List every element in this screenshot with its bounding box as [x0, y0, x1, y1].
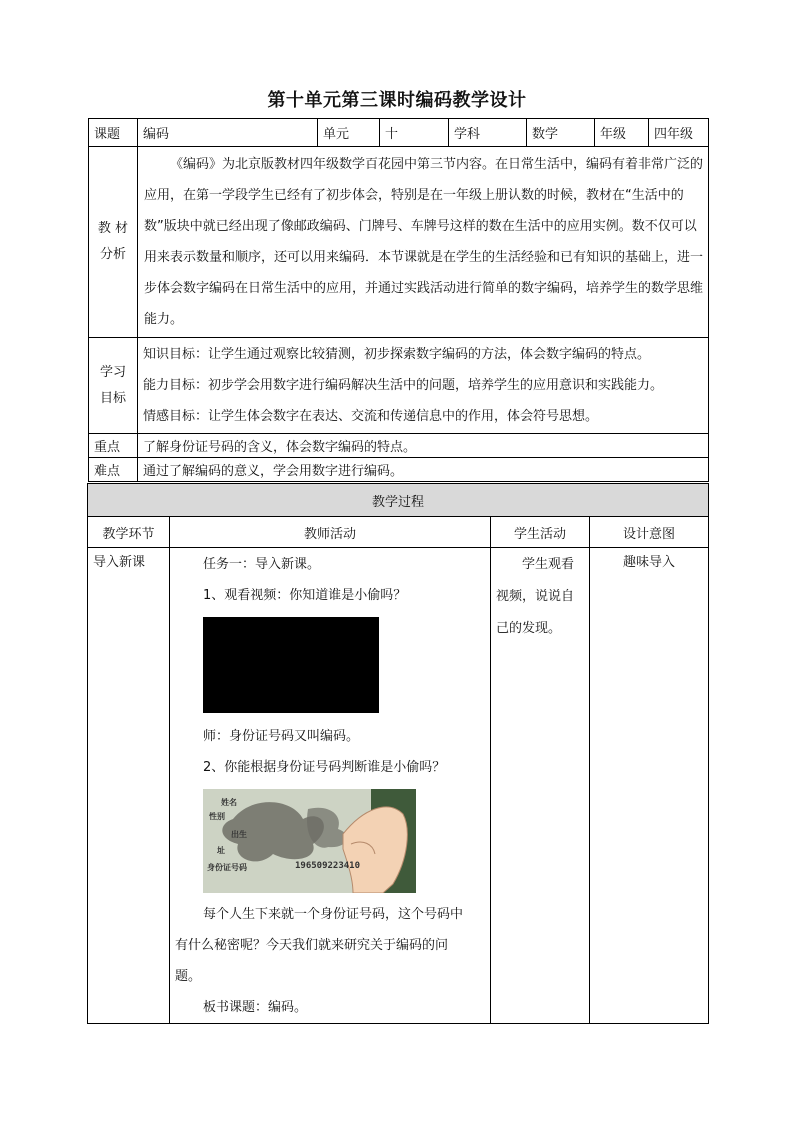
board-title: 板书课题：编码。: [203, 1000, 308, 1015]
process-table: [87, 483, 709, 1024]
paragraph-cont-1: 有什么秘密呢？今天我们就来研究关于编码的问: [175, 938, 449, 953]
id-label-gender: 性别: [209, 812, 225, 821]
id-field-label: 身份证号码: [207, 863, 247, 872]
unit-label: 单元: [318, 119, 380, 147]
question-2: 2、你能根据身份证号码判断谁是小偷吗？: [203, 760, 446, 775]
id-label-birth: 出生: [231, 830, 247, 839]
stage-cell: 导入新课: [88, 548, 170, 1024]
analysis-label: 教 材 分析: [89, 147, 138, 338]
key-point-text: 了解身份证号码的含义，体会数字编码的特点。: [138, 434, 709, 458]
grade-label: 年级: [595, 119, 649, 147]
goal-knowledge: 知识目标：让学生通过观察比较猜测，初步探索数字编码的方法，体会数字编码的特点。: [143, 347, 651, 362]
process-header: 教学过程: [88, 484, 709, 517]
column-student: 学生活动: [491, 517, 590, 548]
paragraph-cont-2: 题。: [175, 969, 202, 984]
teacher-activity: [170, 548, 491, 1024]
difficulty-label: 难点: [89, 458, 138, 482]
teacher-note: 师：身份证号码又叫编码。: [203, 729, 360, 744]
subject-label: 学科: [449, 119, 527, 147]
subject-value: 数学: [527, 119, 595, 147]
analysis-text: 《编码》为北京版教材四年级数学百花园中第三节内容。在日常生活中，编码有着非常广泛的应用，在第一学段学生已经有了初步体会，特别是在一年级上册认数的时候，教材在“生活中的数”版块中就已经出现了像邮政编码、门牌号、车牌号这样的数在生活中的应用实例。数不仅可以用来表示数量和顺序，还可以用来编码．本节课就是在学生的生活经验和已有知识的基础上，进一步体会数字编码在日常生活中的应用，并通过实践活动进行简单的数字编码，培养学生的数学思维能力。: [138, 147, 709, 338]
id-label-address: 址: [217, 846, 225, 855]
task-line: 任务一：导入新课。: [203, 557, 321, 572]
topic-label: 课题: [89, 119, 138, 147]
goals-list: [138, 338, 709, 434]
video-placeholder[interactable]: [203, 617, 379, 713]
id-label-name: 姓名: [221, 798, 237, 807]
column-stage: 教学环节: [88, 517, 170, 548]
goals-label: 学习 目标: [89, 338, 138, 434]
id-card-image: [203, 789, 416, 893]
grade-value: 四年级: [649, 119, 709, 147]
topic-value: 编码: [138, 119, 318, 147]
info-table: [88, 118, 709, 482]
goal-emotion: 情感目标：让学生体会数字在表达、交流和传递信息中的作用，体会符号思想。: [143, 409, 599, 424]
key-point-label: 重点: [89, 434, 138, 458]
unit-value: 十: [380, 119, 449, 147]
paragraph-start: 每个人生下来就一个身份证号码，这个号码中: [203, 907, 464, 922]
column-intent: 设计意图: [590, 517, 709, 548]
question-1: 1、观看视频：你知道谁是小偷吗？: [203, 588, 407, 603]
design-intent: 趣味导入: [590, 548, 709, 1024]
difficulty-text: 通过了解编码的意义，学会用数字进行编码。: [138, 458, 709, 482]
student-activity: 学生观看视频，说说自己的发现。: [491, 548, 590, 1024]
page-title: 第十单元第三课时编码教学设计: [267, 90, 527, 111]
column-teacher: 教师活动: [170, 517, 491, 548]
id-number: 196509223410: [295, 861, 361, 871]
goal-ability: 能力目标：初步学会用数字进行编码解决生活中的问题，培养学生的应用意识和实践能力。: [143, 378, 664, 393]
